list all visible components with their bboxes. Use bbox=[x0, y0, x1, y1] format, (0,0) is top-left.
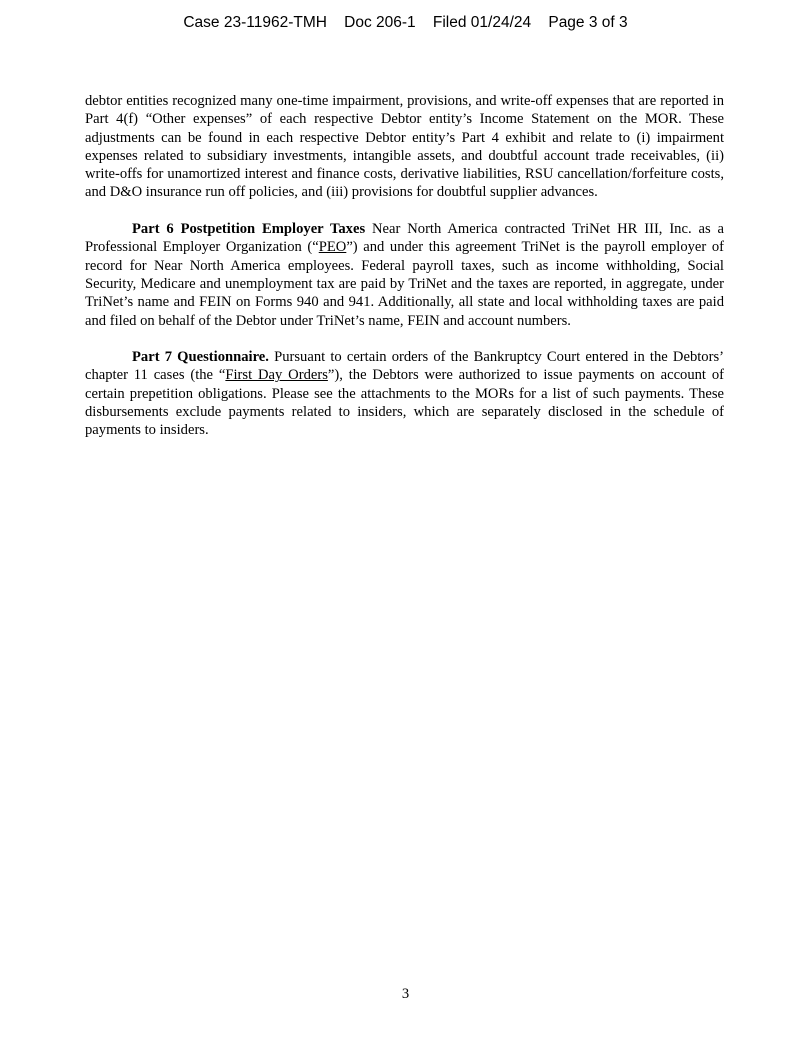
case-header: Case 23-11962-TMH Doc 206-1 Filed 01/24/24 Page 3 of 3 bbox=[183, 14, 628, 31]
document-body bbox=[85, 92, 724, 458]
part-7-text-b: ”), the Debtors were authorized to issue payments on account of certain prepetition obligations. Please see the attachments to the MORs for a list of such payments. These disbursements exclude payments related to insiders, which are separately disclosed in the schedule of payments to insiders. bbox=[85, 367, 725, 439]
part-6-heading: Part 6 Postpetition Employer Taxes bbox=[132, 221, 366, 238]
part-6-text-a: Near North America contracted TriNet HR III, Inc. as a Professional Employer Organization (“ bbox=[85, 221, 724, 256]
paragraph-part-6 bbox=[85, 220, 724, 330]
first-day-orders-defined-term: First Day Orders bbox=[225, 367, 328, 384]
paragraph-other-expenses-text: debtor entities recognized many one-time impairment, provisions, and write-off expenses that are reported in Part 4(f) “Other expenses” of each respective Debtor entity’s Income Statement on the MOR. These adjustments can be found in each respective Debtor entity’s Part 4 exhibit and relate to (i) impairment expenses related to subsidiary investments, intangible assets, and doubtful account trade receivables, (ii) write-offs for unamortized interest and finance costs, derivative liabilities, RSU cancellation/forfeiture costs, and D&O insurance run off policies, and (iii) provisions for doubtful supplier advances. bbox=[85, 93, 724, 201]
part-7-text-a: Pursuant to certain orders of the Bankruptcy Court entered in the Debtors’ chapter 11 cases (the “ bbox=[85, 349, 724, 384]
page-number: 3 bbox=[401, 986, 410, 1002]
peo-defined-term: PEO bbox=[318, 239, 347, 256]
part-6-text-b: ”) and under this agreement TriNet is the payroll employer of record for Near North America employees. Federal payroll taxes, such as income withholding, Social Security, Medicare and unemployment tax are paid by TriNet and the taxes are reported, in aggregate, under TriNet’s name and FEIN on Forms 940 and 941. Additionally, all state and local withholding taxes are paid and filed on behalf of the Debtor under TriNet’s name, FEIN and account numbers. bbox=[85, 239, 724, 329]
part-7-heading: Part 7 Questionnaire. bbox=[132, 349, 269, 366]
paragraph-part-7 bbox=[85, 348, 724, 439]
paragraph-other-expenses bbox=[85, 92, 724, 202]
